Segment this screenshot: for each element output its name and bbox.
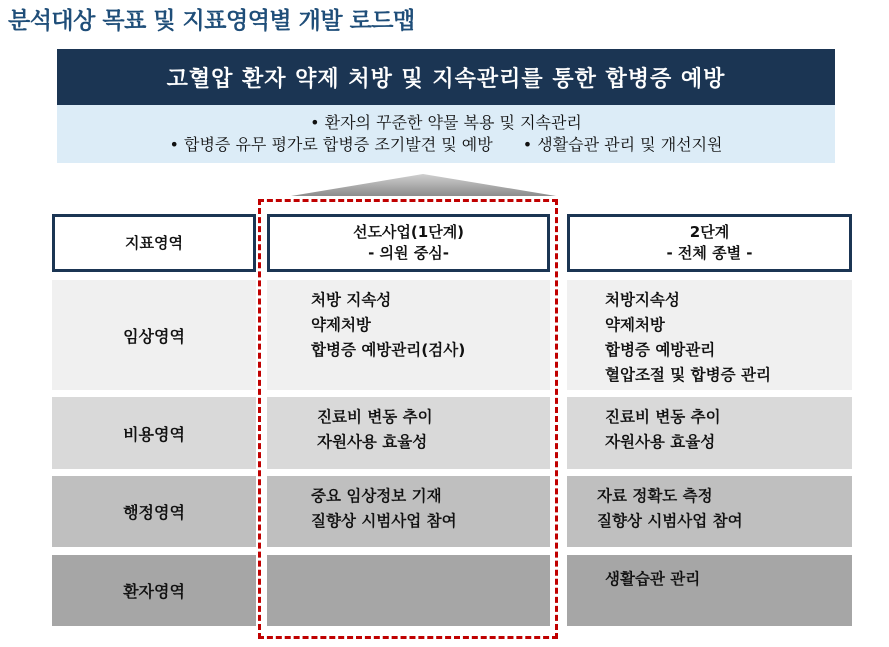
cell-item: 자원사용 효율성	[317, 433, 428, 451]
cell-item: 합병증 예방관리	[605, 341, 716, 359]
cell-item: 질향상 시범사업 참여	[597, 512, 743, 530]
goal-banner: 고혈압 환자 약제 처방 및 지속관리를 통한 합병증 예방	[57, 49, 835, 105]
row-label-patient	[52, 555, 256, 626]
page-title: 분석대상 목표 및 지표영역별 개발 로드맵	[8, 8, 415, 34]
header-area-label: 지표영역	[125, 233, 183, 252]
cell-patient-phase1	[267, 555, 550, 626]
row-label-text: 임상영역	[123, 326, 185, 346]
row-label-text: 환자영역	[123, 582, 185, 601]
header-phase1	[267, 214, 550, 272]
header-area	[52, 214, 256, 272]
objective-2a: • 합병증 유무 평가로 합병증 조기발견 및 예방	[169, 135, 493, 154]
cell-cost-phase1	[267, 397, 550, 469]
cell-clinical-phase1	[267, 280, 550, 390]
cell-item: 진료비 변동 추이	[317, 408, 433, 426]
cell-item: 생활습관 관리	[605, 570, 701, 588]
cell-item: 약제처방	[605, 316, 665, 334]
cell-item: 자료 정확도 측정	[597, 487, 713, 505]
up-arrow-shape	[291, 174, 556, 196]
objective-line-2	[169, 134, 722, 156]
row-label-text: 비용영역	[123, 424, 185, 444]
header-phase1-title: 선도사업(1단계)	[352, 223, 465, 241]
cell-cost-phase2	[567, 397, 852, 469]
header-phase1-sub: - 의원 중심-	[368, 244, 449, 262]
cell-item: 자원사용 효율성	[605, 433, 716, 451]
cell-item: 약제처방	[311, 316, 371, 334]
cell-item: 합병증 예방관리(검사)	[311, 341, 466, 359]
cell-admin-phase1	[267, 476, 550, 547]
cell-item: 진료비 변동 추이	[605, 408, 721, 426]
objectives-box	[57, 105, 835, 163]
header-phase2-sub: - 전체 종별 -	[666, 244, 753, 262]
objective-2b: • 생활습관 관리 및 개선지원	[522, 135, 723, 154]
cell-clinical-phase2	[567, 280, 852, 390]
cell-item: 처방 지속성	[311, 291, 392, 309]
row-label-cost	[52, 397, 256, 469]
cell-patient-phase2	[567, 555, 852, 626]
cell-item: 질향상 시범사업 참여	[311, 512, 457, 530]
cell-item: 혈압조절 및 합병증 관리	[605, 366, 771, 384]
cell-admin-phase2	[567, 476, 852, 547]
header-phase2	[567, 214, 852, 272]
row-label-admin	[52, 476, 256, 547]
row-label-text: 행정영역	[123, 503, 185, 522]
cell-item: 중요 임상정보 기재	[311, 487, 442, 505]
objective-line-1: • 환자의 꾸준한 약물 복용 및 지속관리	[310, 113, 582, 132]
row-label-clinical	[52, 280, 256, 390]
cell-item: 처방지속성	[605, 291, 680, 309]
header-phase2-title: 2단계	[689, 223, 730, 241]
